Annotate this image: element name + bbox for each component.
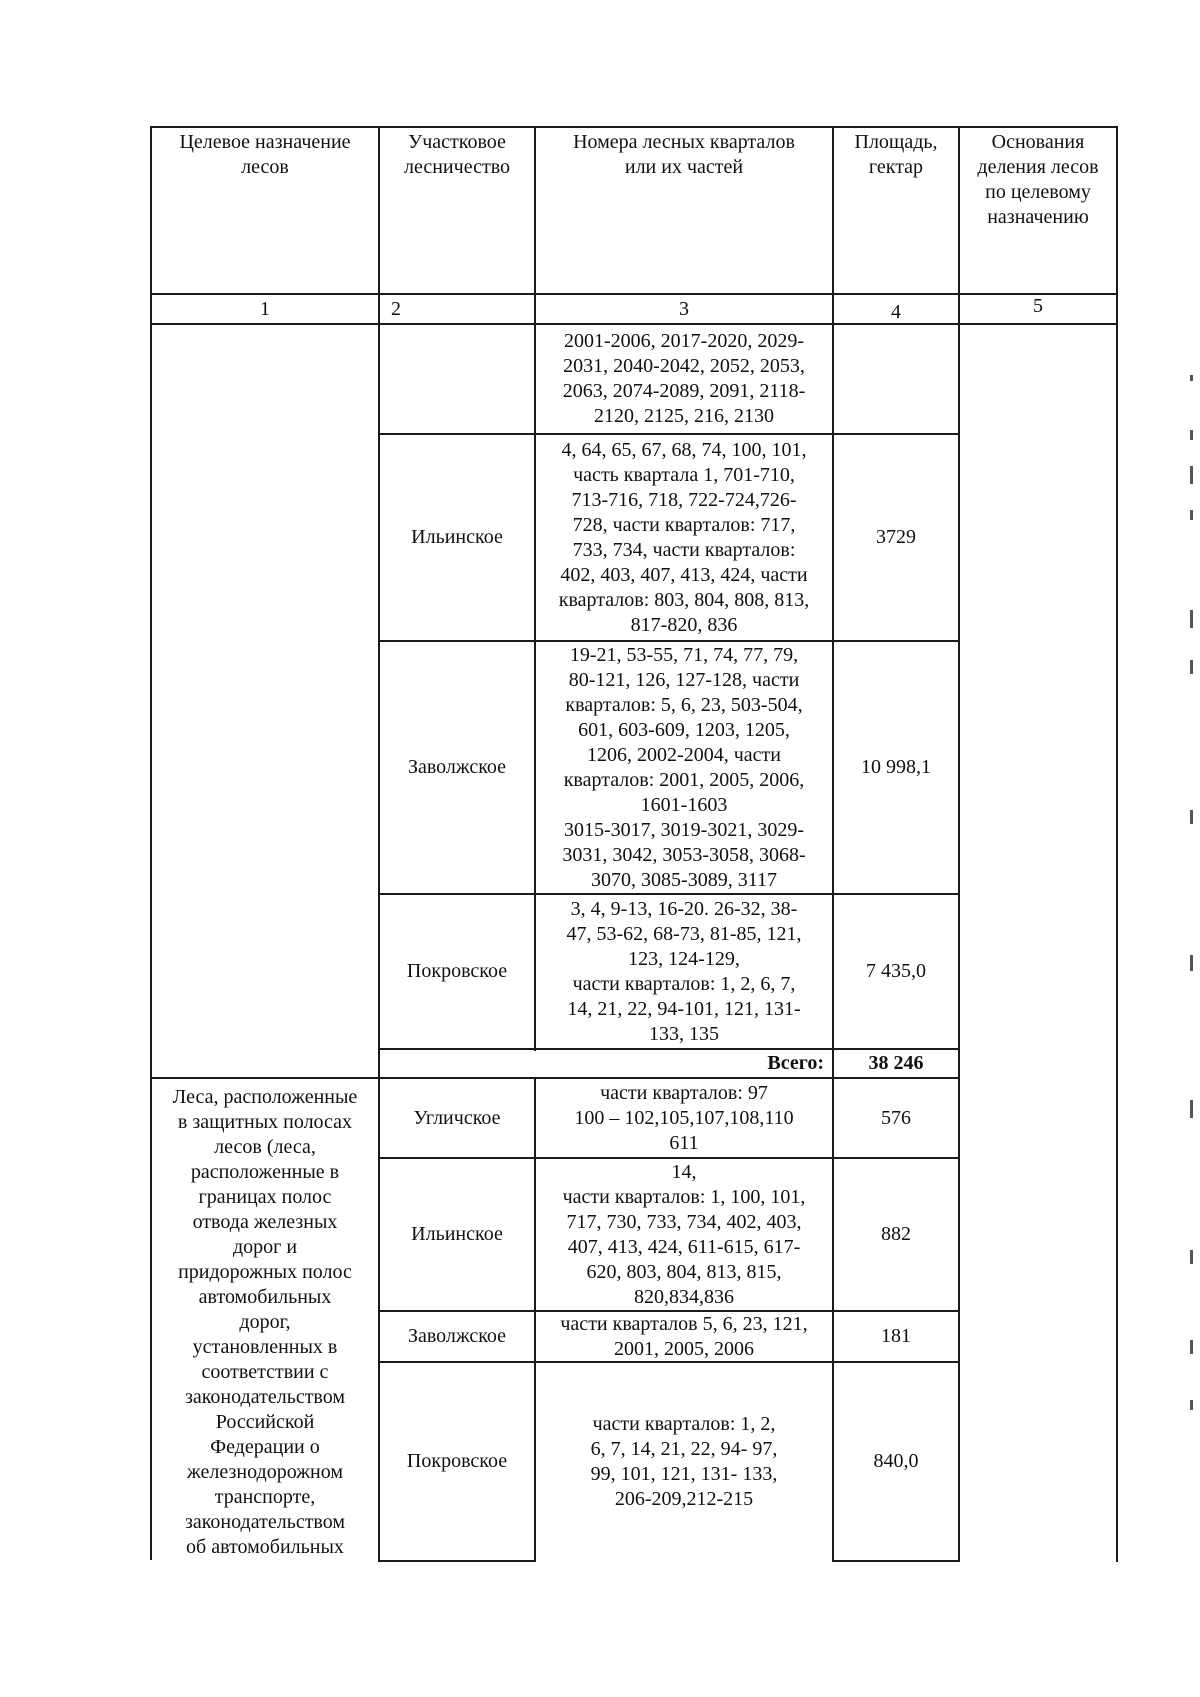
district-cell: Покровское — [406, 1450, 508, 1472]
header-area: Площадь, гектар — [854, 131, 938, 178]
quarters-cell: части кварталов 5, 6, 23, 121, 2001, 2005, 2006 — [560, 1312, 808, 1360]
district-cell: Заволжское — [407, 1325, 507, 1347]
column-number: 4 — [891, 300, 901, 323]
scan-edge-mark — [1190, 466, 1193, 484]
scan-edge-mark — [1190, 1250, 1193, 1264]
total-value: 38 246 — [868, 1052, 924, 1074]
area-cell: 7 435,0 — [866, 960, 926, 982]
area-cell: 181 — [881, 1325, 911, 1347]
total-label: Всего: — [767, 1052, 824, 1074]
purpose-cell: Леса, расположенные в защитных полосах лесов (леса, расположенные в границах полос отвода железных дорог и придорожных полос автомобильных дорог, установленных в соответствии с законодательством Российской Федерации о железнодорожном транспорте, законодательством об автомобильных — [172, 1086, 358, 1558]
quarters-cell: 4, 64, 65, 67, 68, 74, 100, 101, часть квартала 1, 701-710, 713-716, 718, 722-724,726- 728, части кварталов: 717, 733, 734, части кварталов: 402, 403, 407, 413, 424, части кварталов: 803, 804, 808, 813, 817-820, 836 — [558, 438, 810, 636]
header-purpose: Целевое назначение лесов — [179, 131, 351, 178]
header-district: Участковое лесничество — [404, 131, 510, 178]
header-quarters: Номера лесных кварталов или их частей — [573, 131, 795, 178]
scan-edge-mark — [1190, 955, 1193, 971]
column-number: 3 — [679, 297, 689, 320]
quarters-cell: 2001-2006, 2017-2020, 2029- 2031, 2040-2042, 2052, 2053, 2063, 2074-2089, 2091, 2118- 2120, 2125, 216, 2130 — [562, 330, 806, 427]
scan-edge-mark — [1190, 430, 1193, 440]
table-right-border — [1116, 126, 1118, 1562]
column-number: 2 — [391, 297, 401, 320]
quarters-cell: 19-21, 53-55, 71, 74, 77, 79, 80-121, 126, 127-128, части кварталов: 5, 6, 23, 503-504, 601, 603-609, 1203, 1205, 1206, 2002-2004, части кварталов: 2001, 2005, 2006, 1601-1603 3015-3017, 3019-3021, 3029- 3031, 3042, 3053-3058, 3068- 3070, 3085-3089, 3117 — [562, 643, 806, 891]
col-divider-4 — [958, 126, 960, 1562]
header-basis: Основания деления лесов по целевому назначению — [977, 131, 1099, 228]
quarters-cell: части кварталов: 1, 2, 6, 7, 14, 21, 22, 94- 97, 99, 101, 121, 131- 133, 206-209,212-215 — [590, 1412, 778, 1510]
scan-edge-mark — [1190, 510, 1193, 520]
scan-edge-mark — [1190, 810, 1193, 824]
area-cell: 3729 — [876, 526, 916, 548]
quarters-cell: 14, части кварталов: 1, 100, 101, 717, 730, 733, 734, 402, 403, 407, 413, 424, 611-615, 617- 620, 803, 804, 813, 815, 820,834,836 — [562, 1160, 806, 1308]
scan-edge-mark — [1190, 1400, 1193, 1410]
column-number: 1 — [260, 297, 270, 320]
scan-edge-mark — [1190, 1340, 1193, 1354]
area-cell: 576 — [881, 1106, 911, 1129]
quarters-cell: 3, 4, 9-13, 16-20. 26-32, 38- 47, 53-62, 68-73, 81-85, 121, 123, 124-129, части кварталов: 1, 2, 6, 7, 14, 21, 22, 94-101, 121, 131- 133, 135 — [566, 897, 802, 1045]
column-number: 5 — [1033, 294, 1043, 317]
bottom-rule-district — [378, 1560, 536, 1562]
area-cell: 10 998,1 — [861, 756, 931, 778]
area-cell: 840,0 — [873, 1450, 919, 1472]
district-cell: Ильинское — [411, 1223, 503, 1245]
bottom-rule-area — [832, 1560, 960, 1562]
scan-edge-mark — [1190, 660, 1193, 674]
quarters-cell: части кварталов: 97 100 – 102,105,107,108,110 611 — [574, 1081, 794, 1154]
district-cell: Покровское — [406, 960, 508, 982]
district-cell: Ильинское — [411, 526, 503, 548]
scan-edge-mark — [1190, 375, 1193, 381]
scan-edge-mark — [1190, 610, 1193, 628]
scan-edge-mark — [1190, 1100, 1193, 1118]
district-cell: Заволжское — [407, 756, 507, 778]
district-cell: Угличское — [413, 1106, 501, 1129]
area-cell: 882 — [881, 1223, 911, 1245]
